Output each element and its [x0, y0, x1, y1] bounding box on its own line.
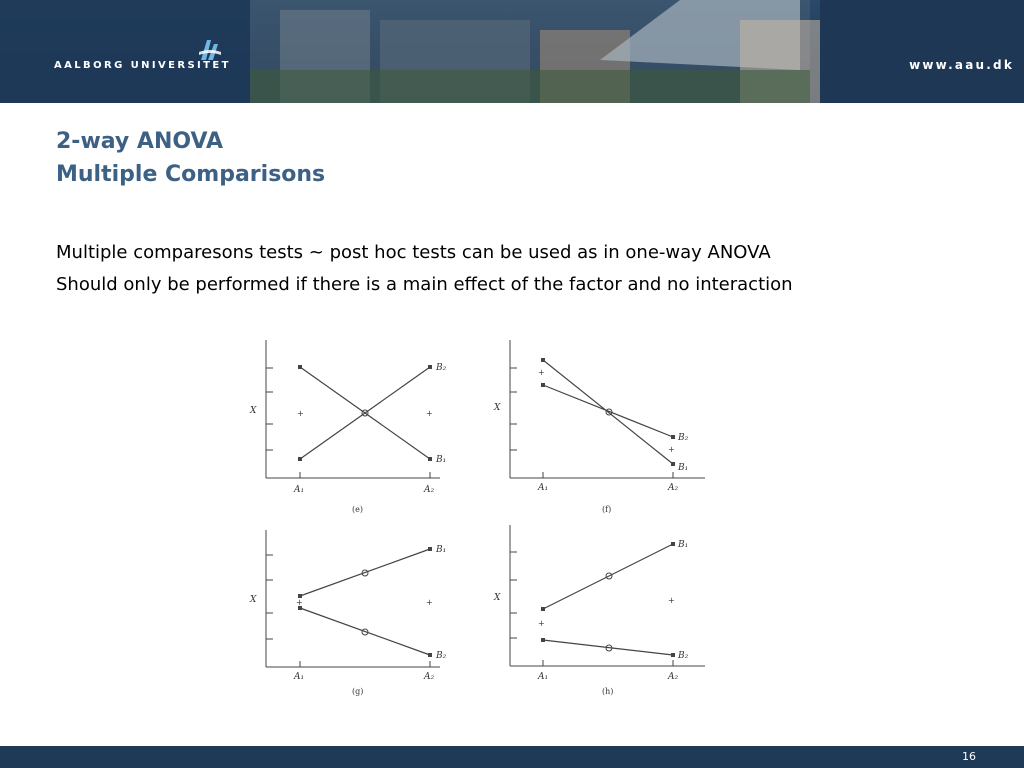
panel-h: [493, 525, 705, 696]
panel-f-y-label: X: [494, 403, 501, 413]
svg-text:+: +: [426, 409, 433, 418]
panel-e: [249, 340, 447, 514]
panel-f-series-bottom: B₁: [678, 463, 689, 473]
interaction-plots-figure: [240, 330, 720, 720]
logo-text: AALBORG UNIVERSITET: [54, 60, 231, 71]
body-text-line-1: Multiple comparesons tests ~ post hoc tests can be used as in one-way ANOVA: [56, 242, 771, 263]
panel-h-y-label: X: [494, 593, 501, 603]
svg-text:+: +: [297, 409, 304, 418]
panel-f-series-top: B₂: [678, 433, 689, 443]
panel-h-x-label-1: A₁: [538, 672, 549, 682]
panel-f: [493, 340, 705, 514]
panel-e-series-bottom: B₁: [436, 455, 447, 465]
campus-photo: [0, 0, 1024, 103]
university-logo-icon: [197, 38, 223, 62]
panel-f-caption: (f): [602, 505, 612, 514]
page-number: 16: [962, 750, 976, 763]
panel-g-series-bottom: B₂: [436, 651, 447, 661]
panel-e-caption: (e): [352, 505, 363, 514]
panel-h-series-top: B₁: [678, 540, 689, 550]
panel-f-x-label-1: A₁: [538, 483, 549, 493]
footer-bar: [0, 746, 1024, 768]
panel-h-x-label-2: A₂: [668, 672, 679, 682]
svg-text:+: +: [538, 619, 545, 628]
panel-e-y-label: X: [250, 406, 257, 416]
svg-text:+: +: [668, 596, 675, 605]
website-url[interactable]: www.aau.dk: [909, 58, 1014, 72]
panel-g-y-label: X: [250, 595, 257, 605]
panel-g-x-label-1: A₁: [294, 672, 305, 682]
panel-g-x-label-2: A₂: [424, 672, 435, 682]
panel-h-caption: (h): [602, 687, 614, 696]
panel-g: [249, 530, 447, 696]
svg-text:+: +: [538, 368, 545, 377]
panel-f-x-label-2: A₂: [668, 483, 679, 493]
svg-text:+: +: [668, 445, 675, 454]
panel-e-x-label-1: A₁: [294, 485, 305, 495]
slide-title: 2-way ANOVA: [56, 129, 224, 154]
panel-e-series-top: B₂: [436, 363, 447, 373]
body-text-line-2: Should only be performed if there is a main effect of the factor and no interaction: [56, 274, 793, 295]
panel-g-series-top: B₁: [436, 545, 447, 555]
slide-subtitle: Multiple Comparisons: [56, 162, 326, 187]
panel-h-series-bottom: B₂: [678, 651, 689, 661]
header-banner: [0, 0, 1024, 103]
svg-text:+: +: [426, 598, 433, 607]
panel-e-x-label-2: A₂: [424, 485, 435, 495]
panel-g-caption: (g): [352, 687, 364, 696]
interaction-plots-svg: [240, 330, 720, 720]
svg-text:+: +: [296, 598, 303, 607]
